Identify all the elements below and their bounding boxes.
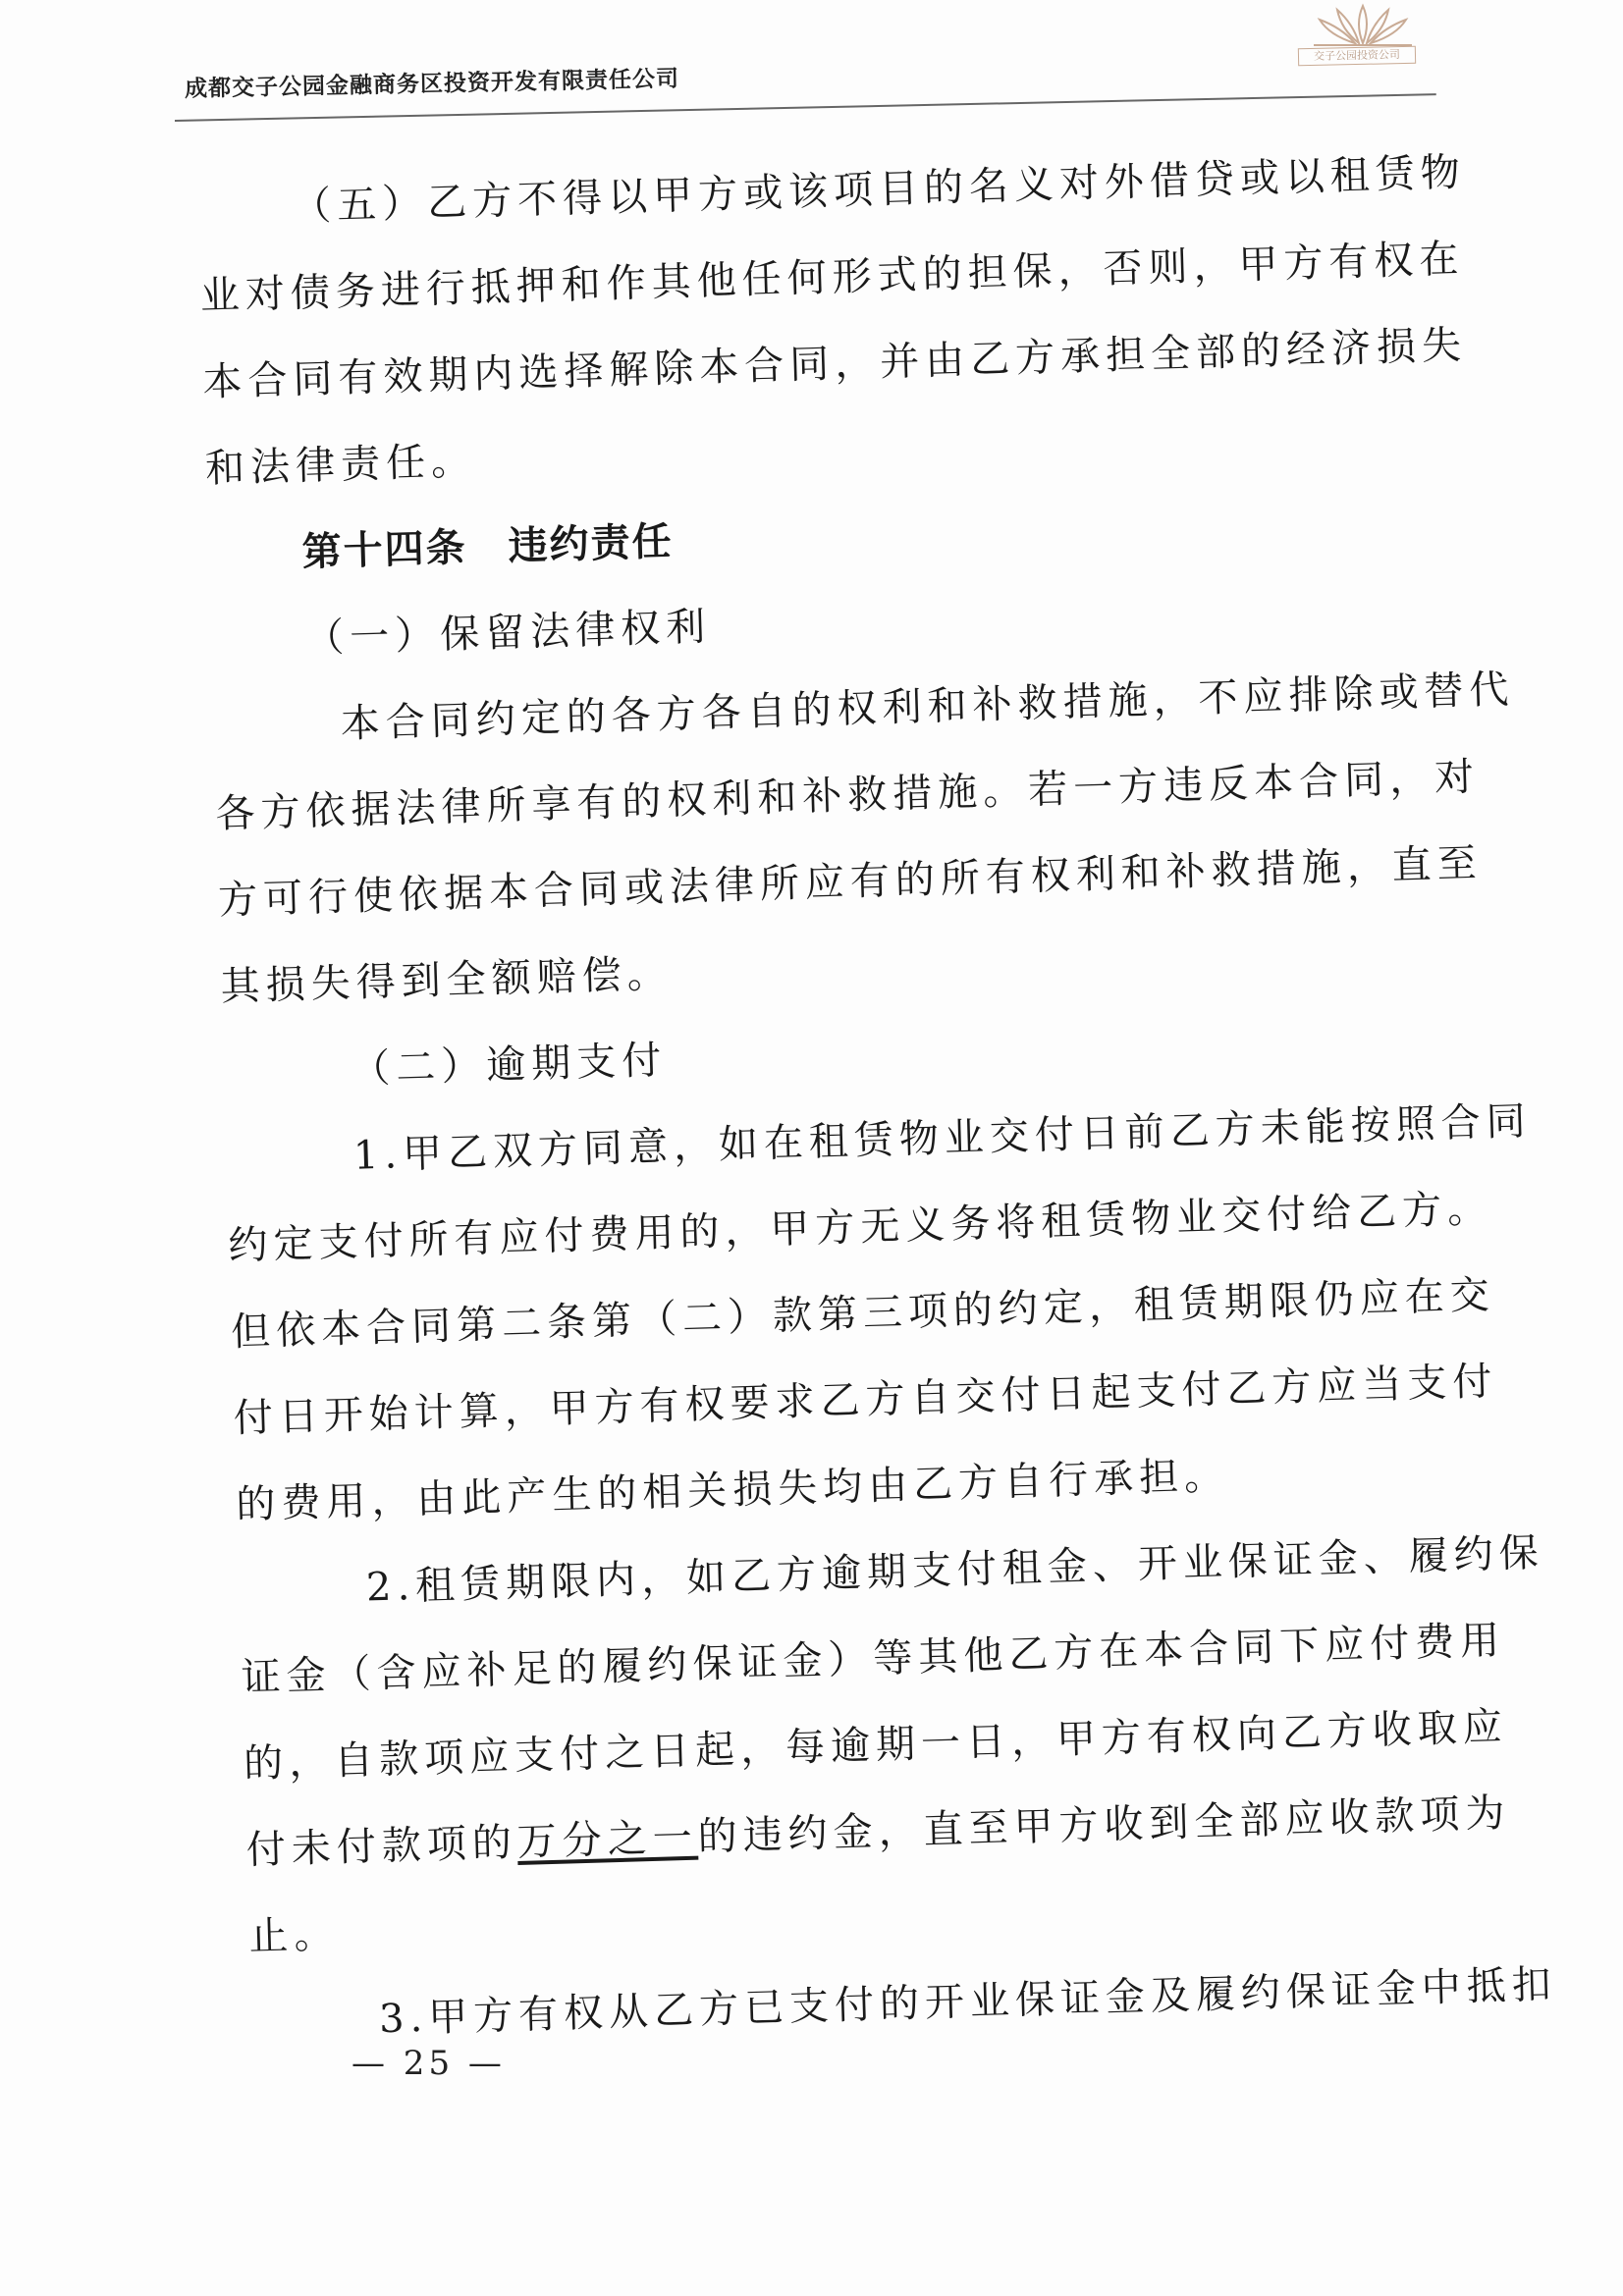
page-number: — 25 — [352,2044,506,2083]
paragraph-line: 业对债务进行抵押和作其他任何形式的担保，否则，甲方有权在 [199,236,1466,319]
paragraph-line: （五）乙方不得以甲方或该项目的名义对外借贷或以租赁物 [291,149,1467,231]
header-company-name: 成都交子公园金融商务区投资开发有限责任公司 [184,66,680,102]
paragraph-line: 3.甲方有权从乙方已支付的开业保证金及履约保证金中抵扣 [378,1961,1558,2043]
paragraph-line: 止。 [247,1911,341,1960]
paragraph-line: 本合同有效期内选择解除本合同，并由乙方承担全部的经济损失 [201,322,1468,405]
article-heading: 第十四条 违约责任 [301,518,675,575]
paragraph-line: 付日开始计算，甲方有权要求乙方自交付日起支付乙方应当支付 [233,1359,1498,1442]
paragraph-line: 但依本合同第二条第（二）款第三项的约定，租赁期限仍应在交 [230,1272,1496,1356]
paragraph-line: 的费用，由此产生的相关损失均由乙方自行承担。 [235,1453,1230,1528]
paragraph-line: 各方依据法律所享有的权利和补救措施。若一方违反本合同，对 [214,754,1481,837]
paragraph-line: 约定支付所有应付费用的，甲方无义务将租赁物业交付给乙方。 [227,1186,1493,1269]
paragraph-line: 的，自款项应支付之日起，每逾期一日，甲方有权向乙方收取应 [243,1704,1509,1788]
paragraph-line: 其损失得到全额赔偿。 [220,950,674,1010]
paragraph-line: 方可行使依据本合同或法律所应有的所有权利和补救措施，直至 [217,840,1484,924]
underlined-rate: 万分之一 [516,1814,699,1866]
paragraph-line: 1.甲乙双方同意，如在租赁物业交付日前乙方未能按照合同 [352,1098,1533,1179]
line-text-after: 的违约金，直至甲方收到全部应收款项为 [697,1790,1512,1860]
document-body [196,129,1558,2066]
paragraph-line: 证金（含应补足的履约保证金）等其他乙方在本合同下应付费用 [241,1618,1506,1701]
line-text-before: 付未付款项的 [245,1820,518,1874]
section-heading: （一）保留法律权利 [303,604,712,662]
section-heading: （二）逾期支付 [350,1038,668,1093]
paragraph-line: 和法律责任。 [204,438,477,492]
paragraph-line: 本合同约定的各方各自的权利和补救措施，不应排除或替代 [340,667,1516,747]
logo-caption: 交子公园投资公司 [1298,46,1416,67]
paragraph-line: 2.租赁期限内，如乙方逾期支付租金、开业保证金、履约保 [365,1529,1545,1611]
